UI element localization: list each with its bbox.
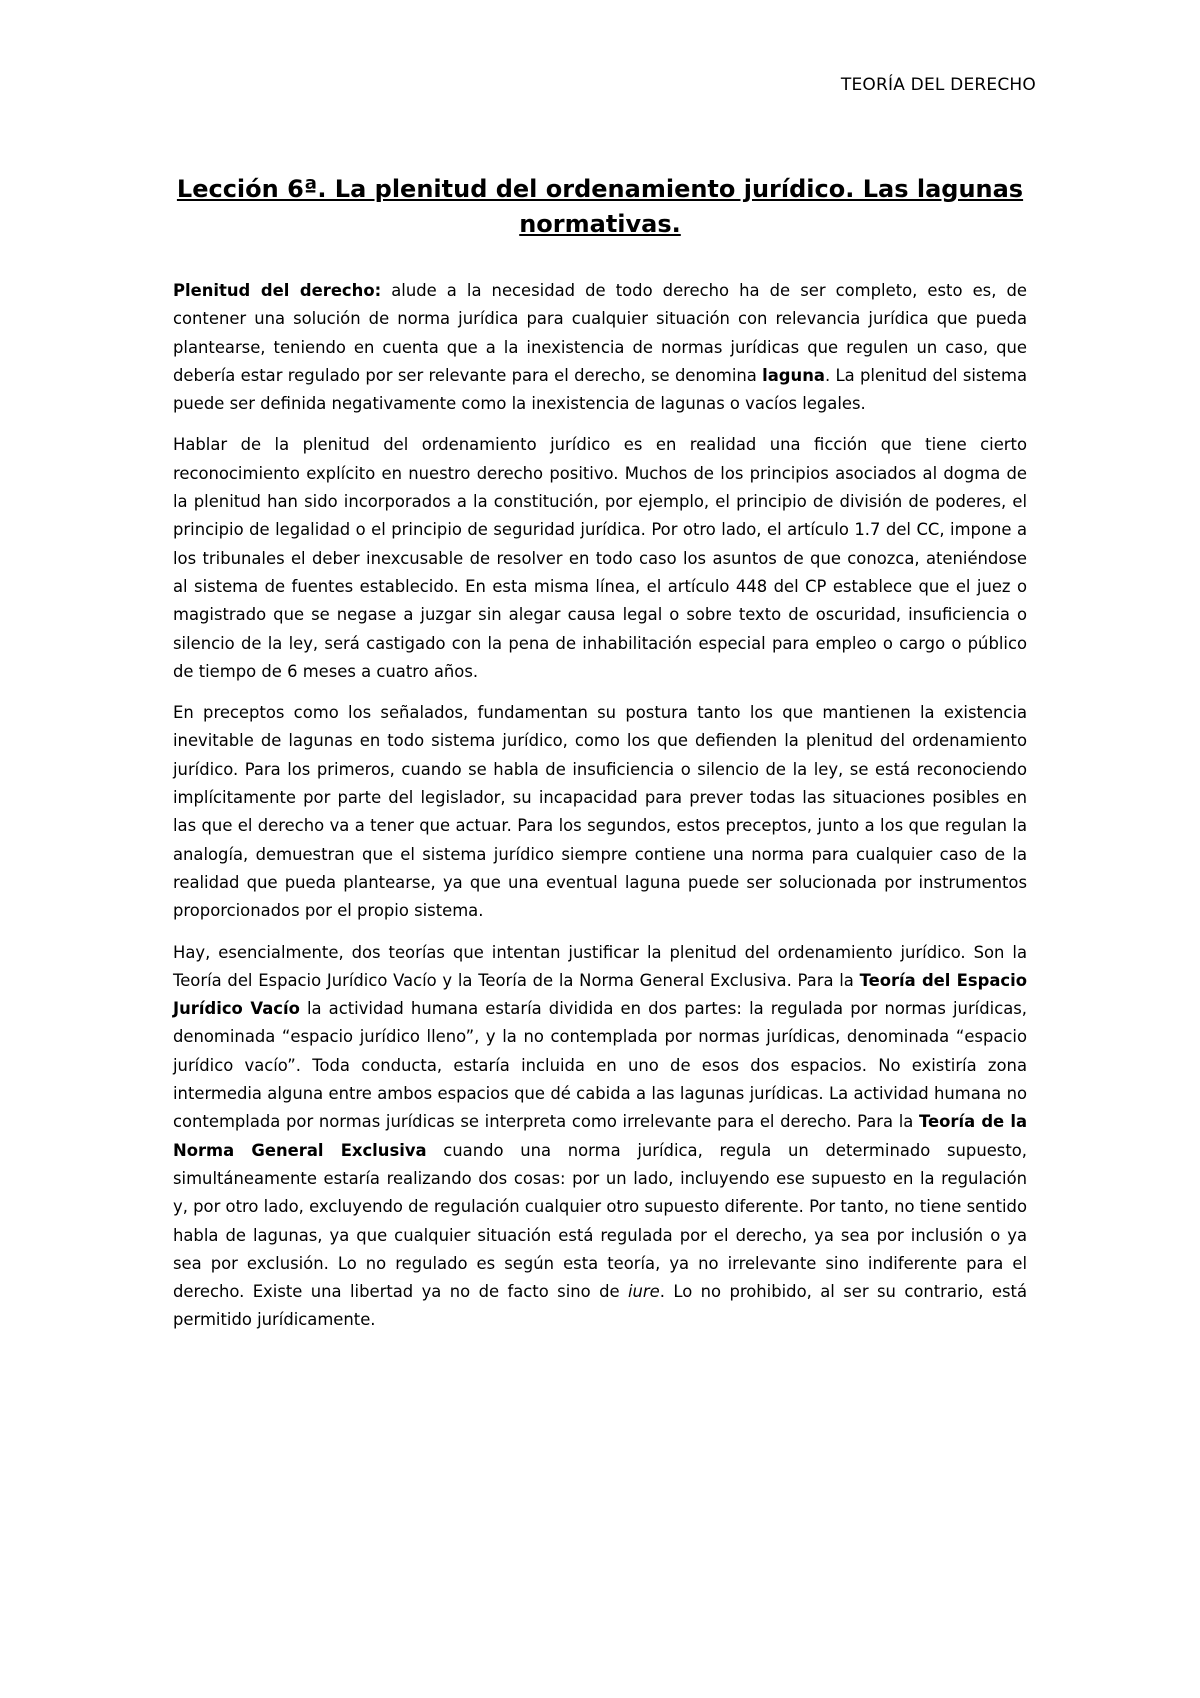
page-title: Lección 6ª. La plenitud del ordenamiento jurídico. Las lagunas normativas. [176, 175, 1024, 238]
p1-text-a: alude a la necesidad de todo derecho ha de ser completo, esto es, de contener una solución de norma jurídica para cualquier situación con relevancia jurídica que pueda plantearse, teniendo en cuenta que a la inexistencia de normas jurídicas que regulen un caso, que debería estar regulado por ser relevante para el derecho, se denomina [173, 281, 1027, 385]
paragraph-preceptos: En preceptos como los señalados, fundamentan su postura tanto los que mantienen la existencia inevitable de lagunas en todo sistema jurídico, como los que defienden la plenitud del ordenamiento jurídico. Para los primeros, cuando se habla de insuficiencia o silencio de la ley, se está reconociendo implícitamente por parte del legislador, su incapacidad para prever todas las situaciones posibles en las que el derecho va a tener que actuar. Para los segundos, estos preceptos, junto a los que regulan la analogía, demuestran que el sistema jurídico siempre contiene una norma para cualquier caso de la realidad que pueda plantearse, ya que una eventual laguna puede ser solucionada por instrumentos proporcionados por el propio sistema. [173, 703, 1027, 921]
p4-text-d: . Lo no prohibido, al ser su contrario, está permitido jurídicamente. [173, 1282, 1027, 1330]
paragraph-ficcion: Hablar de la plenitud del ordenamiento jurídico es en realidad una ficción que tiene cierto reconocimiento explícito en nuestro derecho positivo. Muchos de los principios asociados al dogma de la plenitud han sido incorporados a la constitución, por ejemplo, el principio de división de poderes, el principio de legalidad o el principio de seguridad jurídica. Por otro lado, el artículo 1.7 del CC, impone a los tribunales el deber inexcusable de resolver en todo caso los asuntos de que conozca, ateniéndose al sistema de fuentes establecido. En esta misma línea, el artículo 448 del CP establece que el juez o magistrado que se negase a juzgar sin alegar causa legal o sobre texto de oscuridad, insuficiencia o silencio de la ley, será castigado con la pena de inhabilitación especial para empleo o cargo o público de tiempo de 6 meses a cuatro años. [173, 435, 1027, 681]
running-header: TEORÍA DEL DERECHO [840, 75, 1036, 95]
document-body [173, 277, 1027, 1348]
p4-text-b: la actividad humana estaría dividida en dos partes: la regulada por normas jurídicas, denominada “espacio jurídico lleno”, y la no contemplada por normas jurídicas, denominada “espacio jurídico vacío”. Toda conducta, estaría incluida en uno de esos dos espacios. No existiría zona intermedia alguna entre ambos espacios que dé cabida a las lagunas jurídicas. La actividad humana no contemplada por normas jurídicas se interpreta como irrelevante para el derecho. Para la [173, 999, 1027, 1132]
term-laguna: laguna [762, 365, 825, 385]
term-espacio-juridico-vacio: Teoría del Espacio Jurídico Vacío [173, 970, 1027, 1019]
term-iure: iure [627, 1282, 660, 1302]
term-norma-general-exclusiva: Teoría de la Norma General Exclusiva [173, 1112, 1027, 1160]
term-plenitud: Plenitud del derecho: [173, 281, 382, 300]
paragraph-plenitud-definition [173, 277, 1027, 418]
p4-text-a: Hay, esencialmente, dos teorías que intentan justificar la plenitud del ordenamiento jurídico. Son la Teoría del Espacio Jurídico Vacío y la Teoría de la Norma General Exclusiva. Para la [173, 942, 1027, 990]
p4-text-c: cuando una norma jurídica, regula un determinado supuesto, simultáneamente estaría realizando dos cosas: por un lado, incluyendo ese supuesto en la regulación y, por otro lado, excluyendo de regulación cualquier otro supuesto diferente. Por tanto, no tiene sentido habla de lagunas, ya que cualquier situación está regulada por el derecho, ya sea por inclusión o ya sea por exclusión. Lo no regulado es según esta teoría, ya no irrelevante sino indiferente para el derecho. Existe una libertad ya no de facto sino de [173, 1140, 1028, 1302]
p1-text-b: . La plenitud del sistema puede ser definida negativamente como la inexistencia de lagunas o vacíos legales. [173, 365, 1027, 414]
paragraph-teorias [173, 939, 1027, 1335]
